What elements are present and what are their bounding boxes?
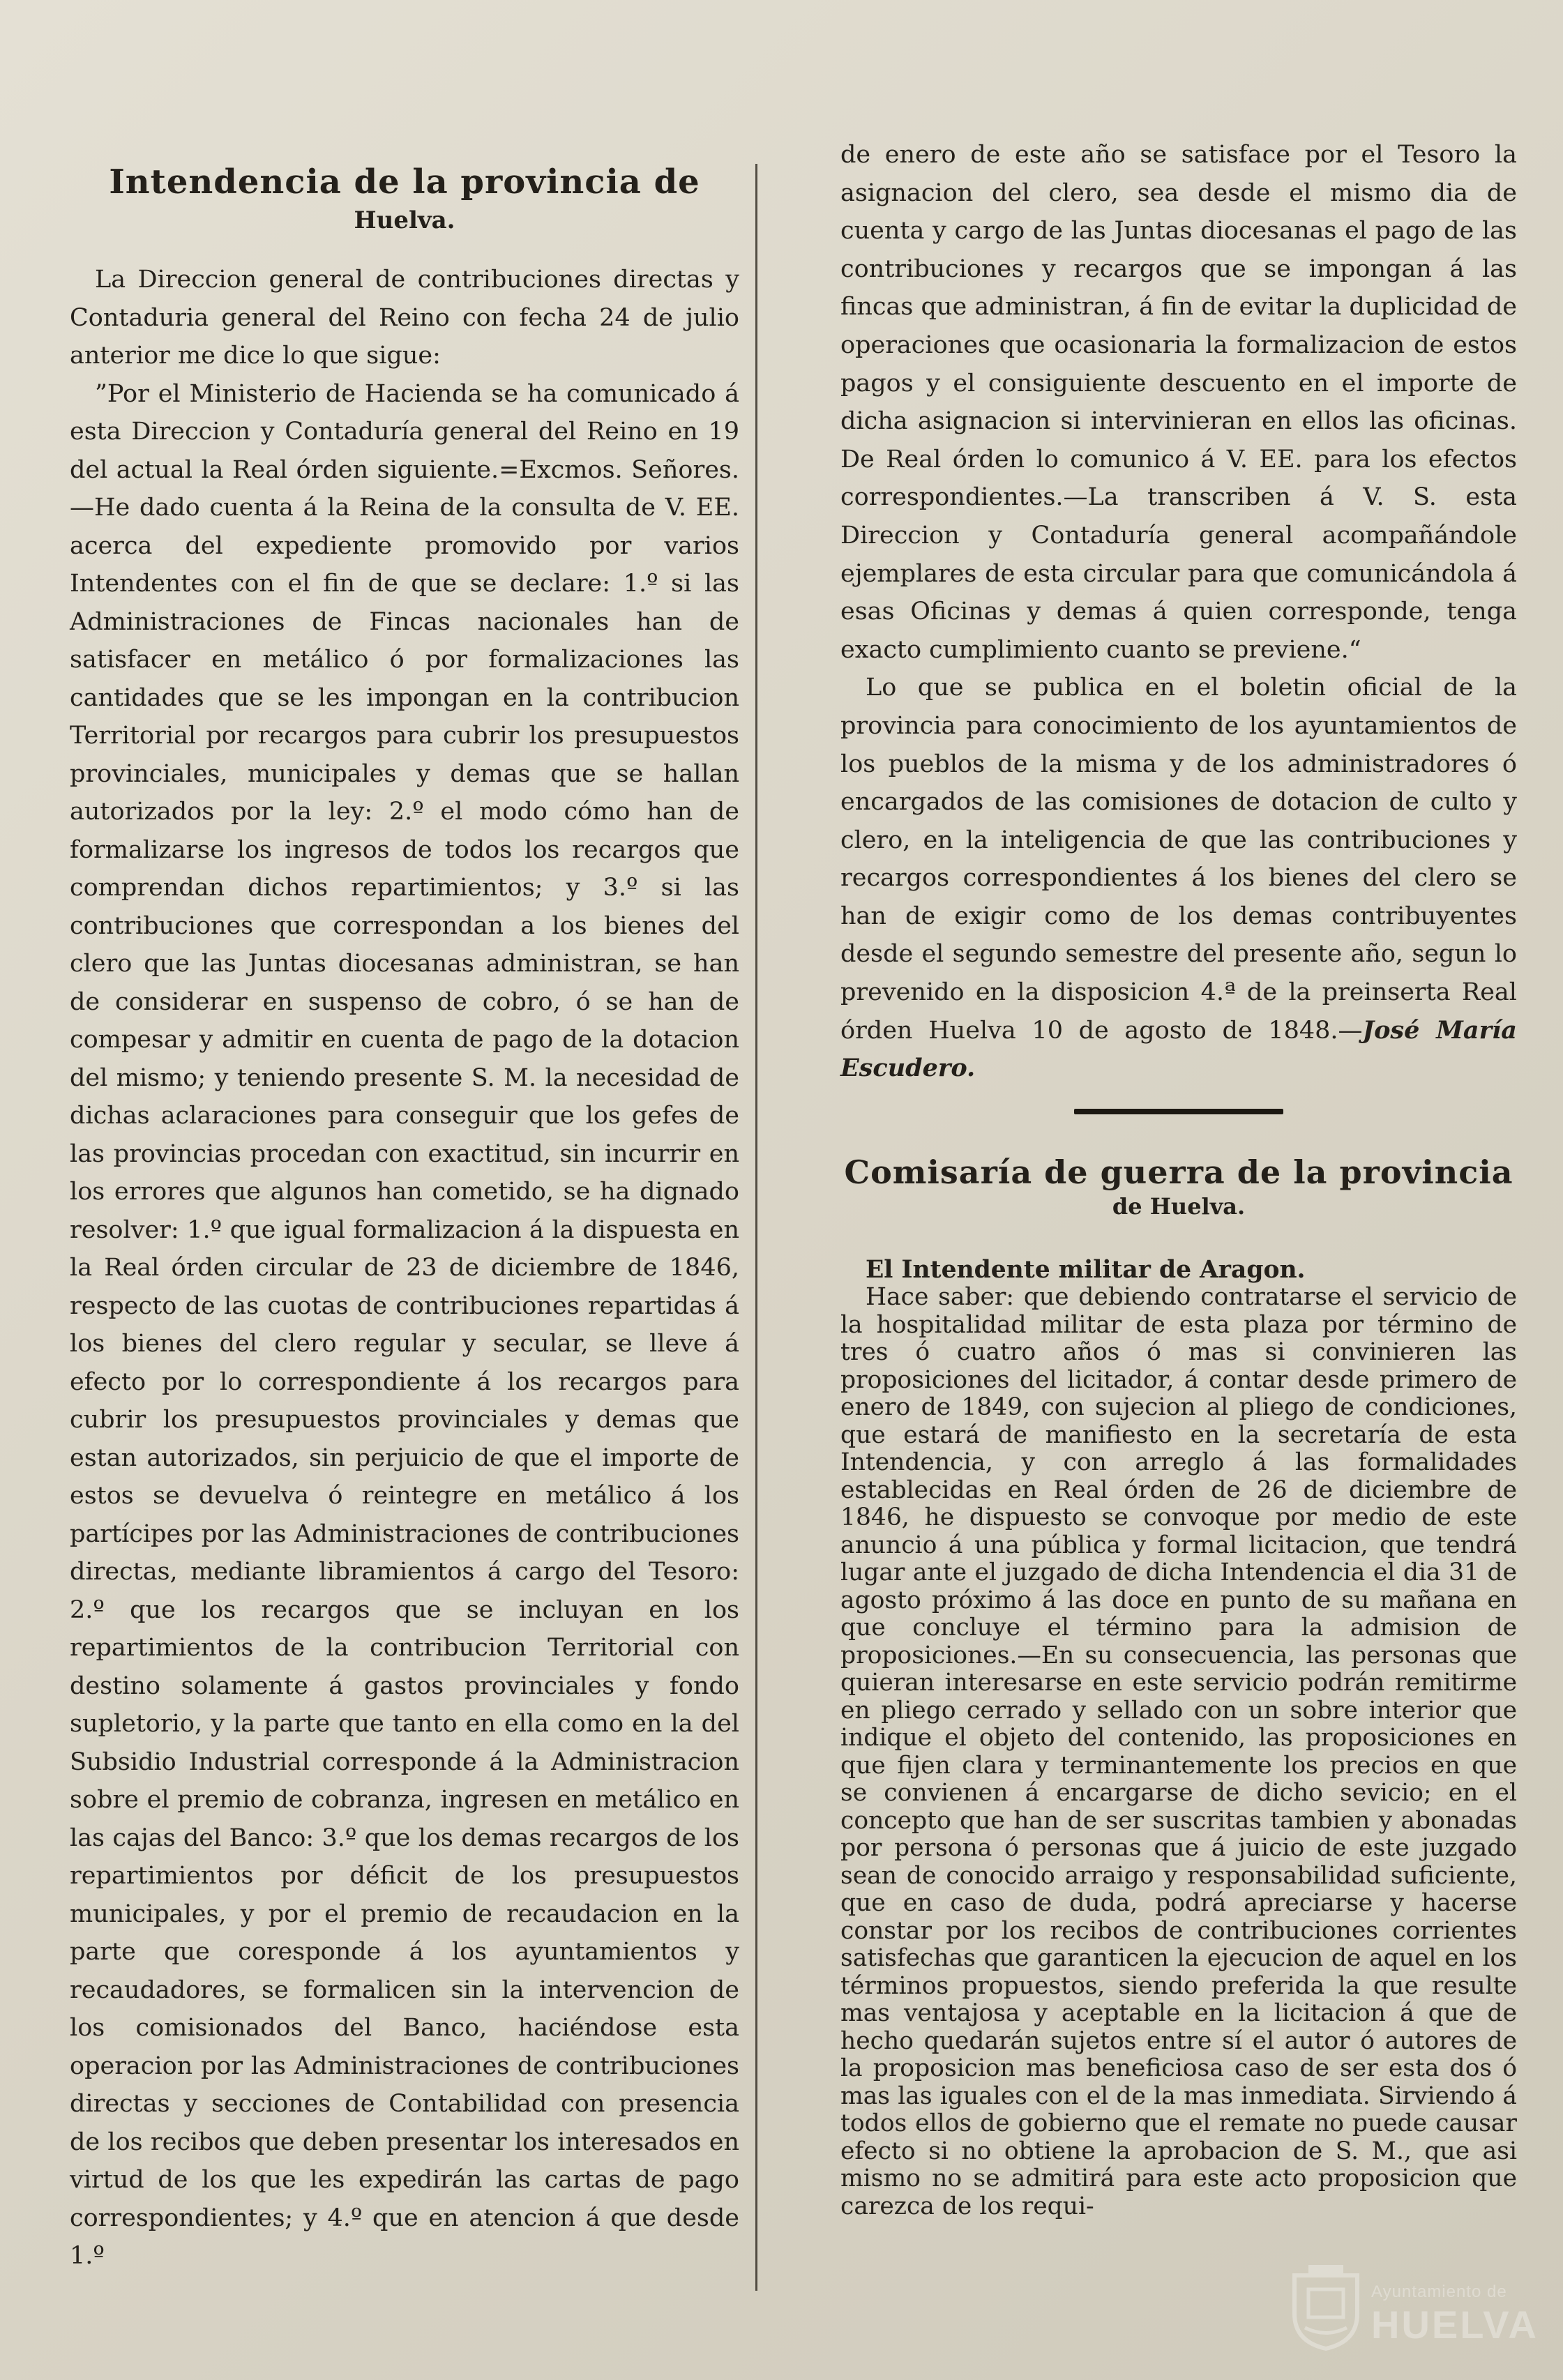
section-heading: Intendencia de la provincia de [109,162,700,202]
continuation-paragraph: de enero de este año se satisface por el Tesoro la asignacion del clero, sea desde el mismo dia de cuenta y cargo de las Juntas diocesanas el pago de las contribuciones y recargos que se impongan á las fincas que administran, á fin de evitar la duplicidad de operaciones que ocasionaria la formalizacion de estos pagos y el consiguiente descuento en el importe de dicha asignacion si intervinieran en ellos las oficinas. De Real órden lo comunico á V. EE. para los efectos correspondientes.—La transcriben á V. S. esta Direccion y Contaduría general acompañándole ejemplares de esta circular para que comunicándola á esas Oficinas y demas á quien corresponde, tenga exacto cumplimiento cuanto se previene.“ [840,141,1517,664]
column-divider [755,164,757,2291]
section2-subheading: de Huelva. [1112,1192,1246,1220]
royal-order-paragraph: ”Por el Ministerio de Hacienda se ha comunicado á esta Direccion y Contaduría general del Reino en 19 del actual la Real órden siguiente.=Excmos. Señores.—He dado cuenta á la Reina de la consulta de V. EE. acerca del expediente promovido por varios Intendentes con el fin de que se declare: 1.º si las Administraciones de Fincas nacionales han de satisfacer en metálico ó por formalizaciones las cantidades que se les impongan en la contribucion Territorial por recargos para cubrir los presupuestos provinciales, municipales y demas que se hallan autorizados por la ley: 2.º el modo cómo han de formalizarse los ingresos de todos los recargos que comprendan dichos repartimientos; y 3.º si las contribuciones que correspondan a los bienes del clero que las Juntas diocesanas administran, se han de considerar en suspenso de cobro, ó se han de compesar y admitir en cuenta de pago de la dotacion del mismo; y teniendo presente S. M. la necesidad de dichas aclaraciones para conseguir que los gefes de las provincias procedan con exactitud, sin incurrir en los errores que algunos han cometido, se ha dignado resolver: 1.º que igual formalizacion á la dispuesta en la Real órden circular de 23 de diciembre de 1846, respecto de las cuotas de contribuciones repartidas á los bienes del clero regular y secular, se lleve á efecto por lo correspondiente á los recargos para cubrir los presupuestos provinciales y demas que estan autorizados, sin perjuicio de que el importe de estos se devuelva ó reintegre en metálico á los partícipes por las Administraciones de contribuciones directas, mediante libramientos á cargo del Tesoro: 2.º que los recargos que se incluyan en los repartimientos de la contribucion Territorial con destino solamente á gastos provinciales y fondo supletorio, y la parte que tanto en ella como en la del Subsidio Industrial corresponde á la Administracion sobre el premio de cobranza, ingresen en metálico en las cajas del Banco: 3.º que los demas recargos de los repartimientos por déficit de los presupuestos municipales, y por el premio de recaudacion en la parte que coresponde á los ayuntamientos y recaudadores, se formalicen sin la intervencion de los comisionados del Banco, haciéndose esta operacion por las Administraciones de contribuciones directas y secciones de Contabilidad con presencia de los recibos que deben presentar los interesados en virtud de los que les expedirán las cartas de pago correspondientes; y 4.º que en atencion á que desde 1.º [70,379,739,2270]
war-commissary-section [840,1152,1517,2221]
watermark [1288,2261,1539,2352]
closing-text: Lo que se publica en el boletin oficial de la provincia para conocimiento de los ayuntamientos de los pueblos de la misma y de los administradores ó encargados de las comisiones de dotacion de culto y clero, en la inteligencia de que las contribuciones y recargos correspondientes á los bienes del clero se han de exigir como de los demas contribuyentes desde el segundo semestre del presente año, segun lo prevenido en la disposicion 4.ª de la preinserta Real órden Huelva 10 de agosto de 1848.— [840,674,1517,1045]
section2-heading: Comisaría de guerra de la provincia [844,1153,1513,1191]
section-rule [1074,1109,1283,1114]
watermark-line2: HUELVA [1371,2303,1539,2347]
left-column [70,160,739,2275]
section-subheading: Huelva. [354,206,455,234]
closing-paragraph [840,669,1517,1088]
city-crest-icon [1288,2261,1364,2352]
signature: José María Escudero. [840,1015,1517,1083]
intro-paragraph: La Direccion general de contribuciones directas y Contaduria general del Reino con fecha 24 de julio anterior me dice lo que sigue: [70,266,739,370]
watermark-line1: Ayuntamiento de [1371,2282,1507,2301]
section2-body: Hace saber: que debiendo contratarse el servicio de la hospitalidad militar de esta plaza por término de tres ó cuatro años ó mas si convinieren las proposiciones del licitador, á contar desde primero de enero de 1849, con sujecion al pliego de condiciones, que estará de manifiesto en la secretaría de esta Intendencia, y con arreglo á las formalidades establecidas en Real órden de 26 de diciembre de 1846, he dispuesto se convoque por medio de este anuncio á una pública y formal licitacion, que tendrá lugar ante el juzgado de dicha Intendencia el dia 31 de agosto próximo á las doce en punto de su mañana en que concluye el término para la admision de proposiciones.—En su consecuencia, las personas que quieran interesarse en este servicio podrán remitirme en pliego cerrado y sellado con un sobre interior que indique el objeto del contenido, las proposiciones en que fijen clara y terminantemente los precios en que se convienen á encargarse de dicho sevicio; en el concepto que han de ser suscritas tambien y abonadas por persona ó personas que á juicio de este juzgado sean de conocido arraigo y responsabilidad suficiente, que en caso de duda, podrá apreciarse y hacerse constar por los recibos de contribuciones corrientes satisfechas que garanticen la ejecucion de aquel en los términos propuestos, siendo preferida la que resulte mas ventajosa y aceptable en la licitacion á que de hecho quedarán sujetos entre sí el autor ó autores de la proposicion mas beneficiosa caso de ser esta dos ó mas las iguales con el de la mas inmediata. Sirviendo á todos ellos de gobierno que el remate no puede causar efecto si no obtiene la aprobacion de S. M., que asi mismo no se admitirá para este acto proposicion que carezca de los requi- [840,1283,1517,2220]
right-column [840,136,1517,2220]
section2-lead: El Intendente militar de Aragon. [866,1255,1306,1284]
